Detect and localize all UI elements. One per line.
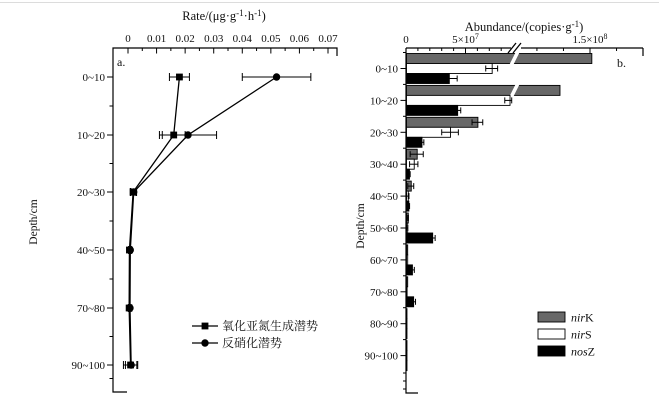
panel-b-plot — [355, 19, 643, 393]
bar-group-0-10 — [407, 53, 592, 84]
bar-group-40-50 — [407, 181, 414, 211]
series-n2o-potential — [123, 73, 189, 369]
y-axis-category-label: 90~100 — [364, 350, 398, 363]
y-axis-category-label: 80~90 — [370, 318, 398, 331]
marker-circle — [273, 73, 280, 80]
y-axis-category-label: 70~80 — [370, 286, 398, 299]
bar-nosz — [407, 105, 458, 115]
legend-label: 氧化亚氮生成潜势 — [222, 319, 319, 334]
x-axis-tick-label: 0.01 — [146, 33, 167, 45]
panel-a-label: a. — [117, 55, 126, 69]
bar-nirs — [407, 64, 493, 74]
bar-group-70-80 — [407, 277, 416, 307]
legend-swatch-nirs — [538, 329, 565, 339]
bar-nirs — [407, 95, 511, 105]
y-axis-category-label: 60~70 — [370, 254, 398, 267]
legend-label: 反硝化潜势 — [222, 336, 283, 351]
bar-group-30-40 — [407, 149, 424, 179]
y-axis-category-label: 10~20 — [77, 130, 105, 142]
series-line — [129, 77, 179, 365]
y-axis-category-label: 0~10 — [375, 63, 398, 76]
y-axis-category-label: 50~60 — [370, 223, 398, 235]
panel-b-x-axis-title: Abundance/$(copies\cdot g^{-1})$ — [464, 18, 584, 34]
legend-marker-circle — [201, 339, 208, 346]
legend-label-nirk: nirK — [571, 310, 594, 325]
marker-circle — [130, 188, 137, 195]
bar-nirk — [407, 54, 592, 64]
legend-label-nirs: nirS — [571, 327, 592, 342]
marker-circle — [127, 246, 134, 253]
bar-nirs — [407, 255, 408, 265]
panel-a-y-axis-title: Depth/cm — [28, 199, 40, 245]
bar-group-60-70 — [407, 245, 415, 275]
y-axis-category-label: 40~50 — [77, 245, 105, 257]
legend-swatch-nirk — [538, 312, 565, 322]
panel-a-legend — [192, 318, 318, 350]
bar-group-10-20 — [407, 84, 560, 115]
y-axis-category-label: 40~50 — [370, 191, 398, 204]
bar-group-20-30 — [407, 117, 483, 147]
legend-marker-square — [202, 323, 209, 330]
bar-nirs — [407, 287, 408, 297]
legend-label-nosz: nosZ — [571, 344, 596, 359]
x-axis-tick-label: $5\times 10^7$ — [452, 31, 479, 46]
x-axis-tick-label: 0.03 — [204, 33, 224, 45]
y-axis-category-label: 0~10 — [82, 72, 105, 84]
panel-b-y-axis-title: Depth/cm — [355, 203, 367, 249]
bar-nirk — [407, 117, 478, 127]
bar-group-50-60 — [407, 213, 436, 243]
bar-nirk — [407, 245, 408, 255]
marker-square — [176, 74, 183, 81]
bar-nirk — [407, 277, 408, 287]
x-axis-tick-label: 0 — [125, 33, 131, 45]
x-axis-tick-label: 0.07 — [318, 33, 338, 45]
x-axis-tick-label: 0.02 — [175, 33, 195, 45]
panel-b-legend — [538, 311, 595, 359]
x-axis-tick-label: 0.04 — [232, 33, 252, 45]
x-axis-tick-label: $1.5\times 10^8$ — [572, 31, 608, 46]
y-axis-category-label: 30~40 — [370, 159, 398, 172]
marker-circle — [127, 361, 134, 368]
marker-circle — [184, 131, 191, 138]
y-axis-category-label: 70~80 — [77, 303, 105, 315]
bar-nirk — [407, 85, 560, 95]
panel-a-x-axis-title: Rate/$(\mu g\cdot g^{-1}\cdot h^{-1})$ — [182, 7, 266, 23]
legend-swatch-nosz — [538, 346, 565, 356]
y-axis-category-label: 20~30 — [370, 127, 398, 140]
x-axis-tick-label: 0.06 — [289, 33, 310, 45]
y-axis-category-label: 20~30 — [77, 187, 105, 199]
marker-circle — [126, 304, 133, 311]
x-axis-tick-label: 0 — [403, 34, 409, 46]
y-axis-category-label: 10~20 — [370, 95, 398, 108]
panel-a-plot — [28, 8, 338, 392]
x-axis-tick-label: 0.05 — [261, 33, 281, 45]
scan-artifact-line — [0, 2, 659, 3]
panel-b-label: b. — [617, 56, 626, 70]
y-axis-category-label: 90~100 — [71, 360, 105, 372]
